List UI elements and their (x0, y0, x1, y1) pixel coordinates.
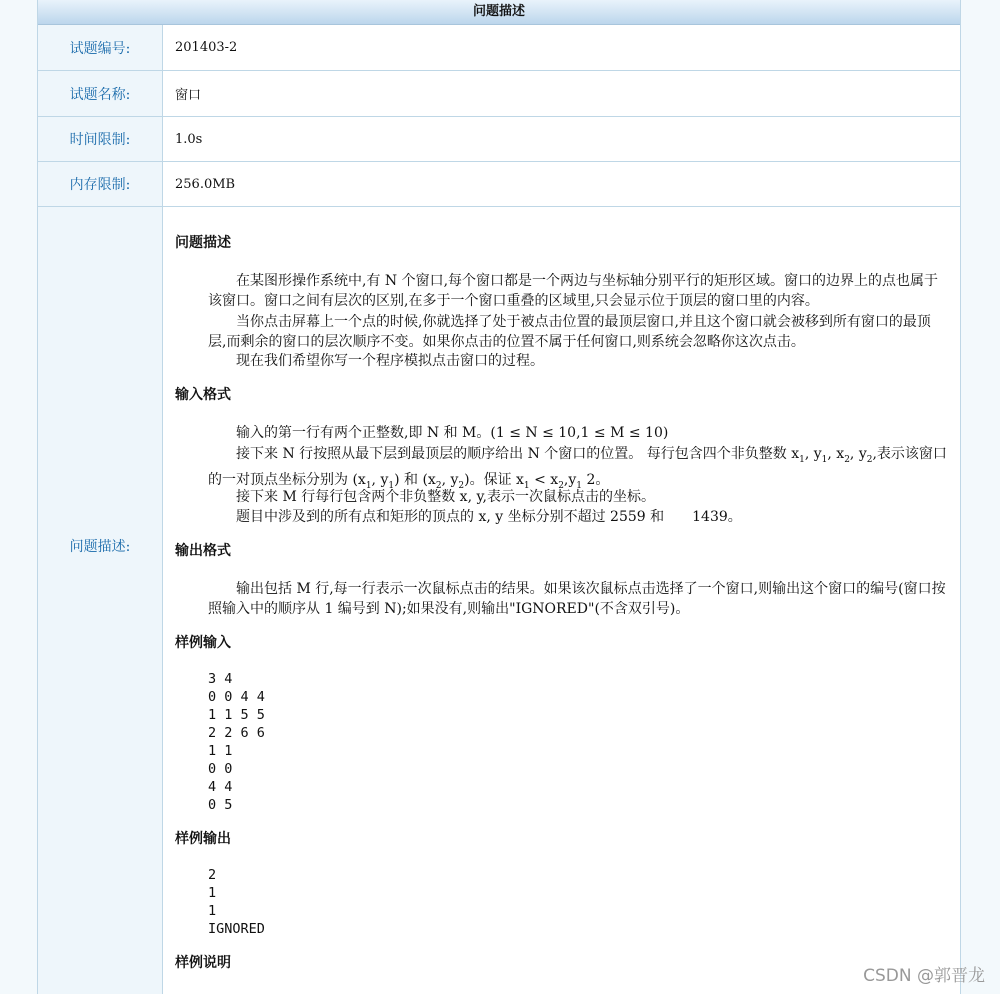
field-row-memory (38, 162, 960, 207)
input-paragraph-4: 题目中涉及到的所有点和矩形的顶点的 x, y 坐标分别不超过 2559 和 1439。 (236, 509, 742, 525)
field-row-time (38, 117, 960, 162)
field-value-memory: 256.0MB (175, 176, 236, 192)
input-paragraph-1: 输入的第一行有两个正整数,即 N 和 M。(1 ≤ N ≤ 10,1 ≤ M ≤ 10) (236, 425, 669, 441)
field-value-id: 201403-2 (175, 40, 238, 55)
problem-paragraph-2: 当你点击屏幕上一个点的时候,你就选择了处于被点击位置的最顶层窗口,并且这个窗口就会被移到所有窗口的最顶层,而剩余的窗口的层次顺序不变。如果你点击的位置不属于任何窗口,则系统会忽略你这次点击。 (208, 314, 931, 350)
csdn-watermark: CSDN @郭晋龙 (863, 966, 985, 986)
sample-input-heading: 样例输入 (175, 635, 231, 651)
description-content (175, 207, 950, 994)
input-heading: 输入格式 (175, 387, 231, 403)
sample-output-heading: 样例输出 (175, 831, 231, 847)
input-paragraph-3: 接下来 M 行每行包含两个非负整数 x, y,表示一次鼠标点击的坐标。 (236, 489, 655, 505)
field-value-name: 窗口 (175, 88, 202, 103)
panel-title: 问题描述 (38, 0, 960, 25)
problem-heading: 问题描述 (175, 235, 231, 251)
sample-explain-heading: 样例说明 (175, 955, 231, 971)
field-value-time: 1.0s (175, 131, 203, 147)
field-label-time: 时间限制: (38, 117, 163, 161)
output-heading: 输出格式 (175, 543, 231, 559)
problem-paragraph-3: 现在我们希望你写一个程序模拟点击窗口的过程。 (236, 353, 544, 369)
field-row-name (38, 71, 960, 117)
output-paragraph-1: 输出包括 M 行,每一行表示一次鼠标点击的结果。如果该次鼠标点击选择了一个窗口,则输出这个窗口的编号(窗口按照输入中的顺序从 1 编号到 N);如果没有,则输出"IGNORED"(不含双引号)。 (208, 581, 946, 617)
field-label-memory: 内存限制: (38, 162, 163, 206)
problem-panel (37, 0, 961, 994)
field-label-name: 试题名称: (38, 71, 163, 116)
field-label-description: 问题描述: (38, 207, 163, 994)
field-label-id: 试题编号: (38, 25, 163, 70)
problem-paragraph-1: 在某图形操作系统中,有 N 个窗口,每个窗口都是一个两边与坐标轴分别平行的矩形区域。窗口的边界上的点也属于该窗口。窗口之间有层次的区别,在多于一个窗口重叠的区域里,只会显示位于顶层的窗口里的内容。 (208, 273, 939, 309)
field-row-id (38, 25, 960, 71)
sample-input-block: 3 4 0 0 4 4 1 1 5 5 2 2 6 6 1 1 0 0 4 4 0 5 (208, 671, 265, 813)
sample-output-block: 2 1 1 IGNORED (208, 867, 265, 937)
input-paragraph-2: 接下来 N 行按照从最下层到最顶层的顺序给出 N 个窗口的位置。 每行包含四个非负整数 $x_1$, $y_1$, $x_2$, $y_2$,表示该窗口的一对顶点坐标分别为 ($x_1$, $y_1$) 和 ($x_2$, $y_2$)。保证 $x_1 < x_2,y_1$ 2。 (208, 446, 947, 491)
description-row (38, 207, 960, 994)
